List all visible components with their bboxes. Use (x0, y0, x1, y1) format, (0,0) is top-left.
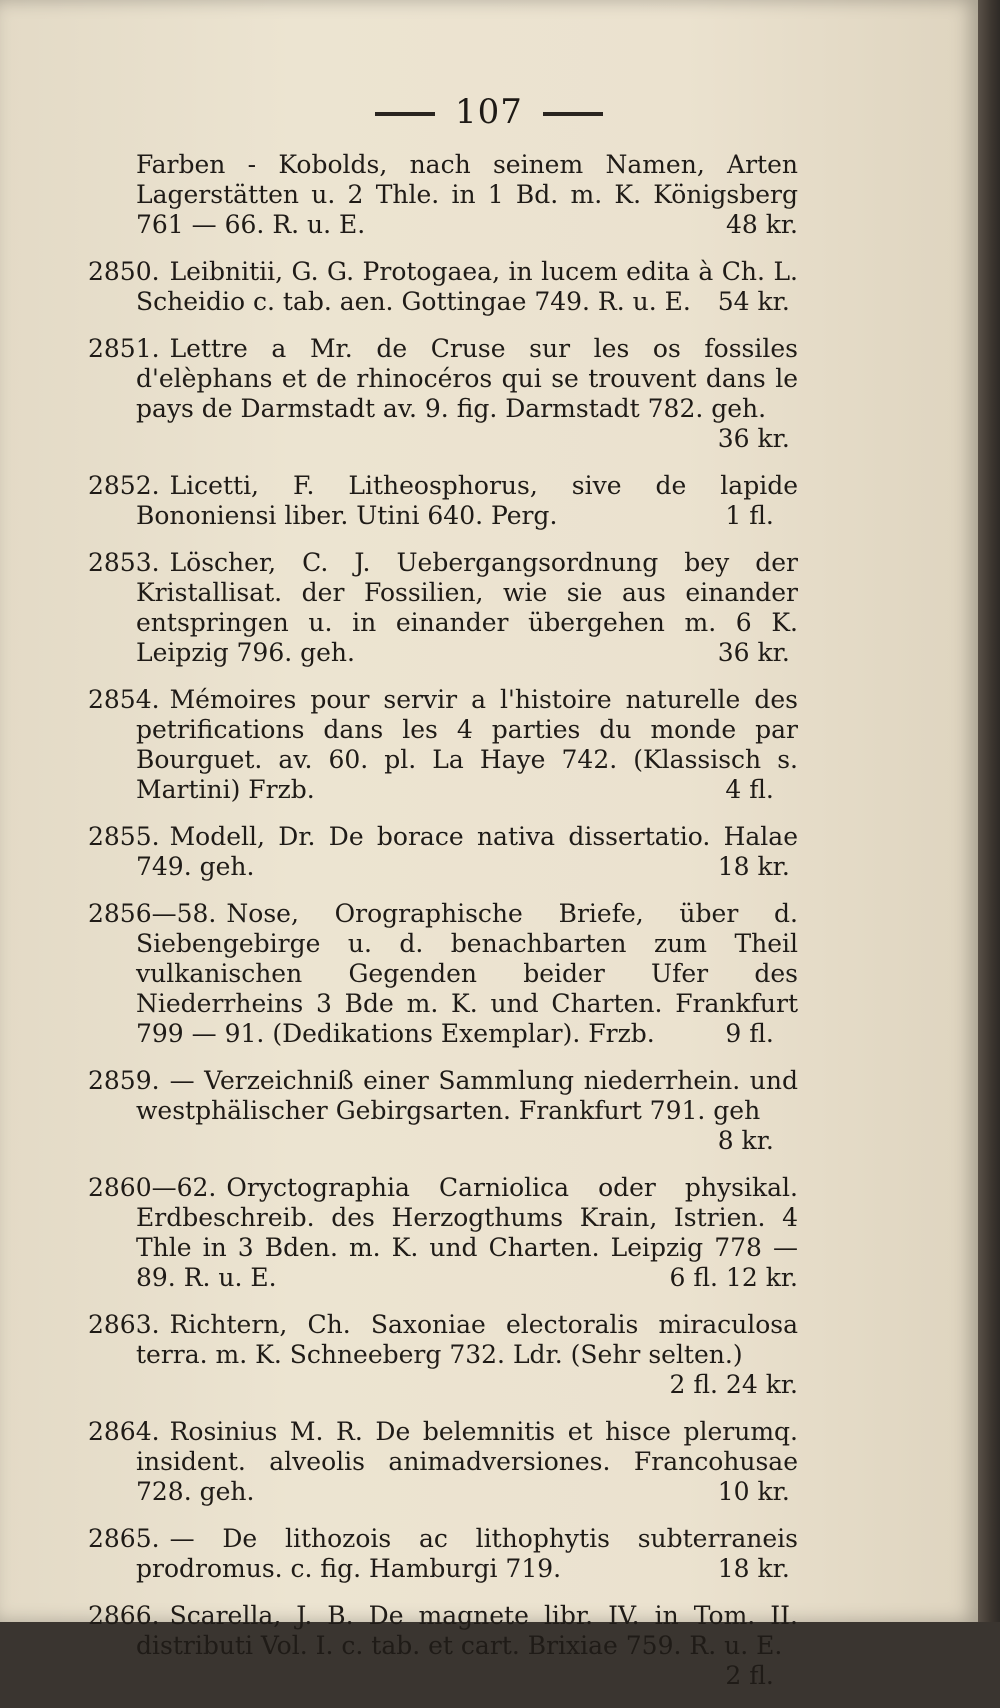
catalogue-entry (88, 1524, 798, 1584)
entry-text: Leibnitii, G. G. Protogaea, in lucem edita à Ch. L. Scheidio c. tab. aen. Gottingae 749. R. u. E. (136, 257, 798, 316)
entry-text: Oryctographia Carniolica oder physikal. Erdbeschreib. des Herzogthums Krain, Istrien. 4 Thle in 3 Bden. m. K. und Charten. Leipzig 778 — 89. R. u. E. (136, 1173, 798, 1292)
entry-price: 9 fl. (725, 1019, 774, 1048)
entry-text: Modell, Dr. De borace nativa dissertatio. Halae 749. geh. (136, 822, 798, 881)
entry-text: — De lithozois ac lithophytis subterraneis prodromus. c. fig. Hamburgi 719. (136, 1524, 798, 1583)
entry-text: Rosinius M. R. De belemnitis et hisce plerumq. insident. alveolis animadversiones. Francohusae 728. geh. (136, 1417, 798, 1506)
catalogue-entry (88, 150, 798, 240)
entry-number: 2851. (88, 334, 160, 363)
header-rule-left (375, 112, 435, 116)
catalogue-entry (88, 1066, 798, 1156)
page-header (0, 92, 978, 132)
catalogue-entry (88, 899, 798, 1049)
entry-text: Licetti, F. Litheosphorus, sive de lapide Bononiensi liber. Utini 640. Perg. (136, 471, 798, 530)
entry-number: 2863. (88, 1310, 160, 1339)
catalogue-entry (88, 548, 798, 668)
entry-text: Lettre a Mr. de Cruse sur les os fossiles d'elèphans et de rhinocéros qui se trouvent dans le pays de Darmstadt av. 9. fig. Darmstadt 782. geh. (136, 334, 798, 423)
header-rule-right (543, 112, 603, 116)
page-number: 107 (455, 92, 523, 132)
entry-price: 6 fl. 12 kr. (669, 1263, 798, 1292)
entry-number: 2854. (88, 685, 160, 714)
entry-price: 36 kr. (717, 638, 790, 667)
entry-number: 2856—58. (88, 899, 217, 928)
catalogue-entry (88, 257, 798, 317)
catalogue-entry (88, 471, 798, 531)
entry-text: Mémoires pour servir a l'histoire naturelle des petrifications dans les 4 parties du monde par Bourguet. av. 60. pl. La Haye 742. (Klassisch s. Martini) Frzb. (136, 685, 798, 804)
entry-price: 8 kr. (717, 1126, 774, 1155)
entry-number: 2852. (88, 471, 160, 500)
entry-price: 18 kr. (717, 852, 790, 881)
entry-number: 2853. (88, 548, 160, 577)
entry-price: 10 kr. (717, 1477, 790, 1506)
book-fore-edge (978, 0, 1000, 1622)
entry-text: Scarella, J. B. De magnete libr. IV. in Tom. II. distributi Vol. I. c. tab. et cart. Brixiae 759. R. u. E. (136, 1601, 798, 1660)
entry-number: 2850. (88, 257, 160, 286)
entry-number: 2865. (88, 1524, 160, 1553)
entry-number: 2866. (88, 1601, 160, 1630)
catalogue-entry (88, 822, 798, 882)
catalogue-entry (88, 685, 798, 805)
entry-number: 2859. (88, 1066, 160, 1095)
entry-price: 18 kr. (717, 1554, 790, 1583)
entry-price: 2 fl. (725, 1661, 774, 1690)
catalogue-entry (88, 1601, 798, 1691)
entry-text: — Verzeichniß einer Sammlung niederrhein. und westphälischer Gebirgsarten. Frankfurt 791. geh (136, 1066, 798, 1125)
entry-number: 2864. (88, 1417, 160, 1446)
catalogue-entry (88, 1310, 798, 1400)
catalogue-entry (88, 1417, 798, 1507)
entry-price: 4 fl. (725, 775, 774, 804)
catalogue-entry (88, 334, 798, 454)
entry-price: 48 kr. (725, 210, 798, 239)
entry-text: Richtern, Ch. Saxoniae electoralis miraculosa terra. m. K. Schneeberg 732. Ldr. (Sehr selten.) (136, 1310, 798, 1369)
entry-price: 2 fl. 24 kr. (669, 1370, 798, 1399)
entry-price: 36 kr. (717, 424, 790, 453)
catalogue-entries (88, 150, 798, 1708)
entry-price: 54 kr. (717, 287, 790, 316)
entry-number: 2855. (88, 822, 160, 851)
entry-text: Nose, Orographische Briefe, über d. Siebengebirge u. d. benachbarten zum Theil vulkanischen Gegenden beider Ufer des Niederrheins 3 Bde m. K. und Charten. Frankfurt 799 — 91. (Dedikations Exemplar). Frzb. (136, 899, 798, 1048)
entry-number: 2860—62. (88, 1173, 217, 1202)
entry-text: Farben - Kobolds, nach seinem Namen, Arten Lagerstätten u. 2 Thle. in 1 Bd. m. K. Königsberg 761 — 66. R. u. E. (136, 150, 798, 239)
entry-price: 1 fl. (725, 501, 774, 530)
entry-text: Löscher, C. J. Uebergangsordnung bey der Kristallisat. der Fossilien, wie sie aus einander entspringen u. in einander übergehen m. 6 K. Leipzig 796. geh. (136, 548, 798, 667)
catalogue-entry (88, 1173, 798, 1293)
